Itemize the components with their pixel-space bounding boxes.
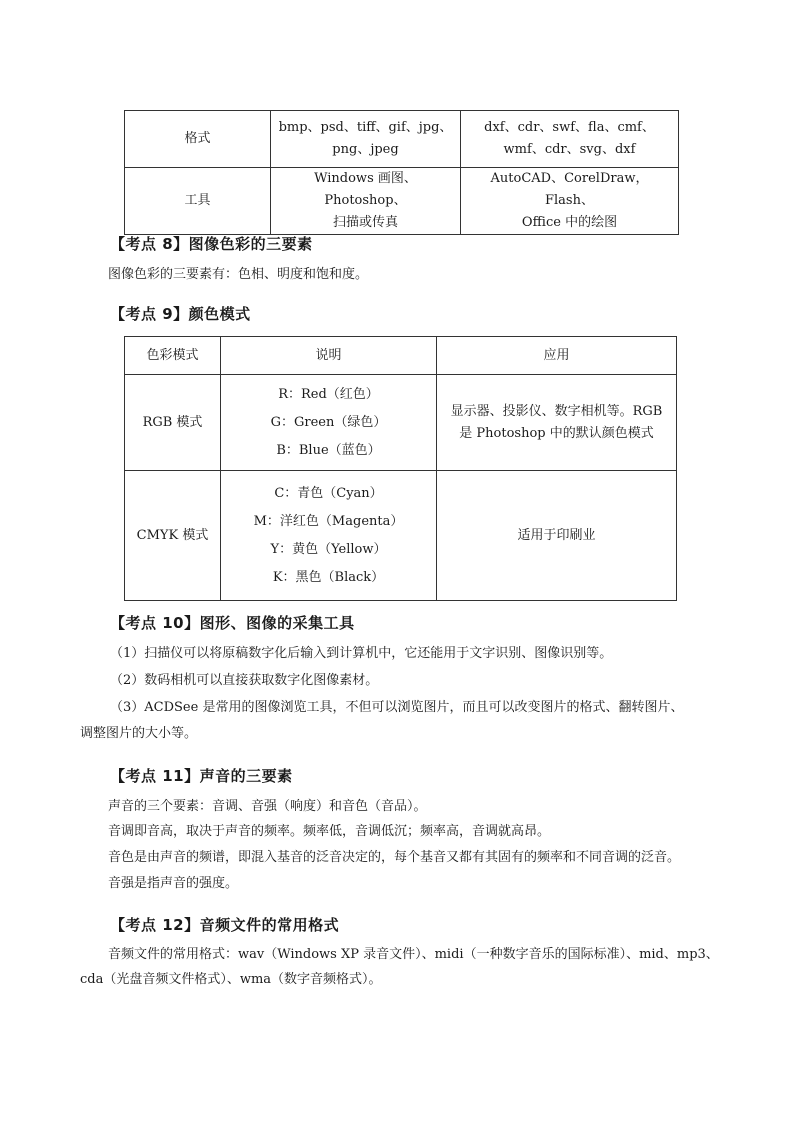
section-10-p2: （2）数码相机可以直接获取数字化图像素材。 — [110, 673, 379, 688]
section-10-p3a: （3）ACDSee 是常用的图像浏览工具，不但可以浏览图片，而且可以改变图片的格式、翻转图片、 — [110, 700, 684, 715]
section-11-heading: 【考点 11】声音的三要素 — [110, 767, 293, 785]
section-12-p1b: cda（光盘音频文件格式）、wma（数字音频格式）。 — [80, 972, 382, 987]
app-cell: 适用于印刷业 — [437, 471, 677, 601]
table-row — [125, 375, 677, 471]
section-10-p1: （1）扫描仪可以将原稿数字化后输入到计算机中，它还能用于文字识别、图像识别等。 — [110, 646, 613, 661]
section-12-p1a: 音频文件的常用格式：wav（Windows XP 录音文件）、midi（一种数字音乐的国际标准）、mid、mp3、 — [108, 947, 719, 962]
section-11-p3: 音色是由声音的频谱，即混入基音的泛音决定的，每个基音又都有其固有的频率和不同音调的泛音。 — [108, 850, 681, 865]
mode-cell: RGB 模式 — [125, 375, 221, 471]
format-tools-table — [124, 110, 679, 235]
section-9-heading: 【考点 9】颜色模式 — [110, 305, 251, 323]
header-mode: 色彩模式 — [125, 337, 221, 375]
table-row — [125, 168, 679, 235]
table-row — [125, 471, 677, 601]
bitmap-formats: bmp、psd、tiff、gif、jpg、 png、jpeg — [271, 111, 461, 168]
section-12-heading: 【考点 12】音频文件的常用格式 — [110, 916, 340, 934]
app-cell: 显示器、投影仪、数字相机等。RGB 是 Photoshop 中的默认颜色模式 — [437, 375, 677, 471]
table-header-row — [125, 337, 677, 375]
color-mode-table — [124, 336, 677, 601]
mode-cell: CMYK 模式 — [125, 471, 221, 601]
section-11-p2: 音调即音高，取决于声音的频率。频率低，音调低沉；频率高，音调就高昂。 — [108, 824, 551, 839]
section-10-heading: 【考点 10】图形、图像的采集工具 — [110, 614, 355, 632]
section-11-p1: 声音的三个要素：音调、音强（响度）和音色（音品）。 — [108, 799, 427, 814]
vector-tools: AutoCAD、CorelDraw，Flash、 Office 中的绘图 — [461, 168, 679, 235]
row-label: 工具 — [125, 168, 271, 235]
section-8-text: 图像色彩的三要素有：色相、明度和饱和度。 — [108, 267, 369, 282]
desc-cell: C：青色（Cyan） M：洋红色（Magenta） Y：黄色（Yellow） K：黑色（Black） — [221, 471, 437, 601]
vector-formats: dxf、cdr、swf、fla、cmf、 wmf、cdr、svg、dxf — [461, 111, 679, 168]
desc-cell: R：Red（红色） G：Green（绿色） B：Blue（蓝色） — [221, 375, 437, 471]
table-row — [125, 111, 679, 168]
bitmap-tools: Windows 画图、Photoshop、 扫描或传真 — [271, 168, 461, 235]
header-app: 应用 — [437, 337, 677, 375]
row-label: 格式 — [125, 111, 271, 168]
section-11-p4: 音强是指声音的强度。 — [108, 876, 239, 891]
header-desc: 说明 — [221, 337, 437, 375]
section-8-heading: 【考点 8】图像色彩的三要素 — [110, 235, 313, 253]
section-10-p3b: 调整图片的大小等。 — [80, 726, 198, 741]
